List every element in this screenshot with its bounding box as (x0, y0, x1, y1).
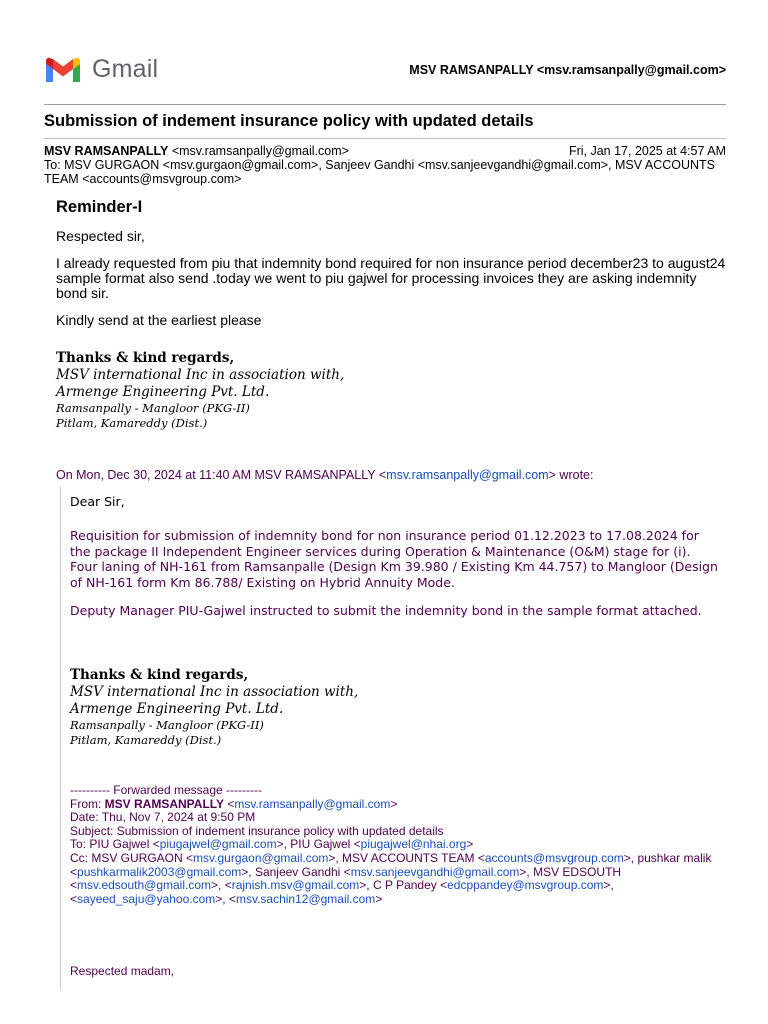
signature-thanks: Thanks & kind regards, (70, 666, 249, 683)
forwarded-to: To: PIU Gajwel <piugajwel@gmail.com>, PIU Gajwel <piugajwel@nhai.org> (70, 837, 474, 852)
greeting: Respected sir, (56, 228, 145, 244)
print-header (44, 55, 726, 85)
email-link[interactable]: pushkarmalik2003@gmail.com (77, 864, 242, 879)
email-link[interactable]: msv.sanjeevgandhi@gmail.com (350, 864, 520, 879)
quoted-paragraph: Deputy Manager PIU-Gajwel instructed to submit the indemnity bond in the sample format attached. (70, 603, 702, 618)
forwarded-date: Date: Thu, Nov 7, 2024 at 9:50 PM (70, 810, 256, 825)
signature-org: MSV international Inc in association with, (56, 367, 345, 383)
signature-location: Pitlam, Kamareddy (Dist.) (56, 416, 208, 430)
forwarded-divider: ---------- Forwarded message --------- (70, 783, 262, 797)
message-date: Fri, Jan 17, 2025 at 4:57 AM (568, 144, 726, 158)
account-label: MSV RAMSANPALLY <msv.ramsanpally@gmail.com> (409, 63, 726, 77)
sender-email[interactable]: <msv.ramsanpally@gmail.com> (171, 144, 349, 158)
quoted-greeting: Dear Sir, (70, 494, 125, 509)
quoted-signature (70, 667, 720, 748)
signature-org: Armenge Engineering Pvt. Ltd. (70, 700, 284, 717)
forwarded-from: From: MSV RAMSANPALLY <msv.ramsanpally@gmail.com> (70, 796, 398, 811)
quoted-message (60, 486, 727, 990)
signature-thanks: Thanks & kind regards, (56, 350, 235, 366)
forwarded-greeting: Respected madam, (70, 964, 175, 978)
forwarded-subject: Subject: Submission of indement insurance policy with updated details (70, 823, 444, 838)
email-link[interactable]: rajnish.msv@gmail.com (231, 878, 360, 893)
quoted-paragraph: Requisition for submission of indemnity bond for non insurance period 01.12.2023 to 17.08.2024 for the package II Independent Engineer services during Operation & Maintenance (O&M) stage for (i). Four laning of NH-161 from Ramsanpalle (Design Km 39.980 / Existing Km 44.757) to Mangloor (Design of NH-161 form Km 86.788/ Existing on Hybrid Annuity Mode. (70, 528, 718, 590)
forwarded-message (70, 784, 720, 906)
header-divider (44, 104, 726, 105)
sender-name: MSV RAMSANPALLY (44, 144, 169, 158)
signature-location: Pitlam, Kamareddy (Dist.) (70, 732, 222, 747)
gmail-m-icon (44, 56, 82, 84)
email-link[interactable]: msv.gurgaon@gmail.com (193, 850, 329, 865)
email-link[interactable]: edcppandey@msvgroup.com (447, 878, 604, 893)
email-link[interactable]: accounts@msvgroup.com (484, 850, 624, 865)
quote-attribution: On Mon, Dec 30, 2024 at 11:40 AM MSV RAMSANPALLY <msv.ramsanpally@gmail.com> wrote: (56, 468, 594, 482)
body-paragraph: Kindly send at the earliest please (56, 312, 262, 328)
email-link[interactable]: msv.edsouth@gmail.com (77, 878, 212, 893)
message-header (44, 144, 726, 186)
gmail-wordmark: Gmail (92, 55, 159, 83)
forwarded-sender-name: MSV RAMSANPALLY (104, 796, 225, 811)
subject-divider (44, 138, 726, 139)
email-link[interactable]: piugajwel@gmail.com (159, 837, 277, 852)
body-paragraph: I already requested from piu that indemnity bond required for non insurance period december23 to august24 sample format also send .today we went to piu gajwel for processing invoices they are asking indemnity bond sir. (56, 255, 726, 301)
email-subject: Submission of indement insurance policy with updated details (44, 112, 534, 130)
quoted-body (70, 494, 720, 748)
signature (56, 350, 726, 431)
recipients-line: To: MSV GURGAON <msv.gurgaon@gmail.com>, Sanjeev Gandhi <msv.sanjeevgandhi@gmail.com>, MSV ACCOUNTS TEAM <accounts@msvgroup.com> (44, 158, 716, 186)
reminder-heading: Reminder-I (56, 198, 143, 216)
signature-org: MSV international Inc in association with, (70, 683, 359, 700)
email-link[interactable]: msv.sachin12@gmail.com (235, 891, 376, 906)
signature-location: Ramsanpally - Mangloor (PKG-II) (56, 401, 250, 415)
signature-org: Armenge Engineering Pvt. Ltd. (56, 384, 270, 400)
gmail-logo (44, 55, 158, 84)
message-body (56, 200, 726, 431)
email-link[interactable]: piugajwel@nhai.org (360, 837, 467, 852)
forwarded-cc: Cc: MSV GURGAON <msv.gurgaon@gmail.com>, MSV ACCOUNTS TEAM <accounts@msvgroup.com>, pushkar malik <pushkarmalik2003@gmail.com>, Sanjeev Gandhi <msv.sanjeevgandhi@gmail.com>, MSV EDSOUTH <msv.edsouth@gmail.com>, <rajnish.msv@gmail.com>, C P Pandey <edcppandey@msvgroup.com>, <sayeed_saju@yahoo.com>, <msv.sachin12@gmail.com> (70, 850, 712, 906)
email-link[interactable]: msv.ramsanpally@gmail.com (386, 468, 549, 482)
email-link[interactable]: msv.ramsanpally@gmail.com (234, 796, 391, 811)
signature-location: Ramsanpally - Mangloor (PKG-II) (70, 717, 264, 732)
email-link[interactable]: sayeed_saju@yahoo.com (77, 891, 216, 906)
